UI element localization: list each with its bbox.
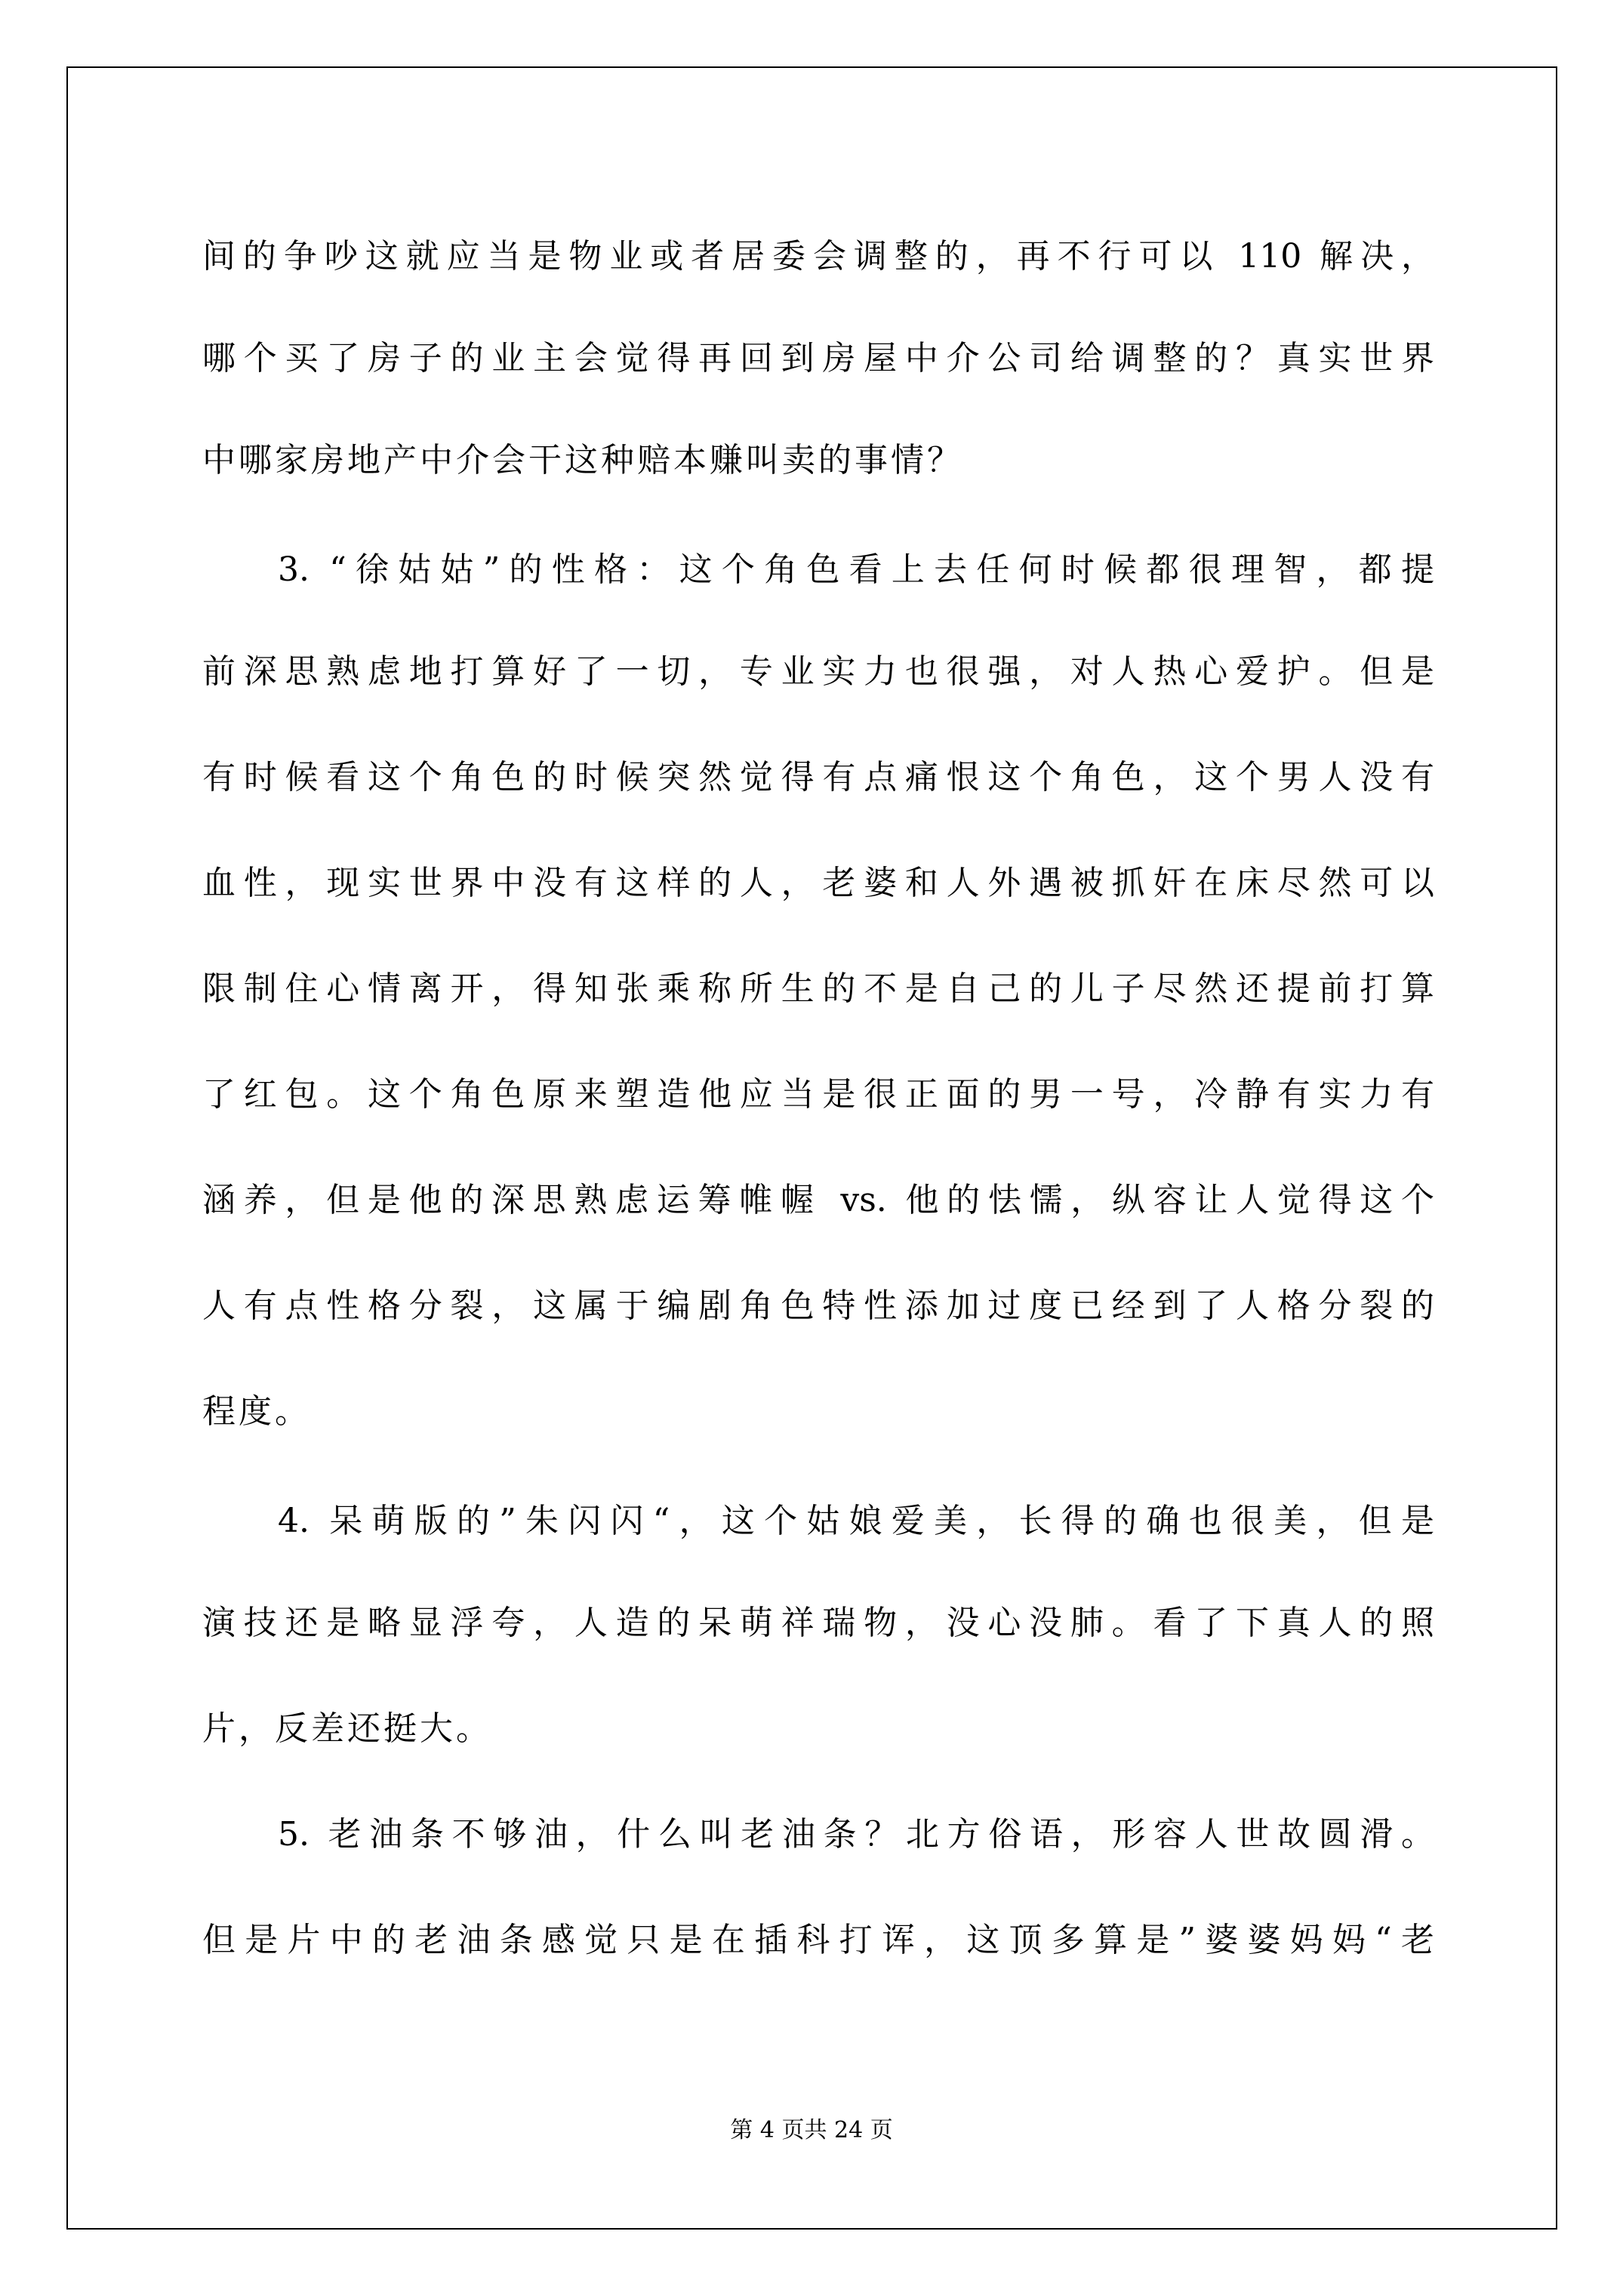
text-line: 哪个买了房子的业主会觉得再回到房屋中介公司给调整的？真实世界: [202, 339, 1434, 378]
text-line: 但是片中的老油条感觉只是在插科打诨，这顶多算是”婆婆妈妈“老: [202, 1921, 1434, 1959]
total-pages-label: 共 24 页: [804, 2117, 893, 2143]
text-line: 有时候看这个角色的时候突然觉得有点痛恨这个角色，这个男人没有: [202, 758, 1434, 797]
paragraph-4-start: 4. 呆萌版的”朱闪闪“，这个姑娘爱美，长得的确也很美，但是: [278, 1502, 1434, 1540]
current-page-label: 第 4 页: [730, 2117, 805, 2143]
paragraph-3-start: 3. “徐姑姑”的性格：这个角色看上去任何时候都很理智，都提: [278, 550, 1434, 589]
text-line: 血性，现实世界中没有这样的人，老婆和人外遇被抓奸在床尽然可以: [202, 864, 1434, 902]
text-line: 中哪家房地产中介会干这种赔本赚叫卖的事情？: [202, 441, 963, 479]
text-line: 程度。: [202, 1392, 311, 1431]
paragraph-5-start: 5. 老油条不够油，什么叫老油条？北方俗语，形容人世故圆滑。: [278, 1815, 1434, 1854]
text-line: 演技还是略显浮夸，人造的呆萌祥瑞物，没心没肺。看了下真人的照: [202, 1604, 1434, 1642]
text-line: 间的争吵这就应当是物业或者居委会调整的，再不行可以 110 解决，: [202, 237, 1434, 276]
text-line: 限制住心情离开，得知张乘称所生的不是自己的儿子尽然还提前打算: [202, 969, 1434, 1008]
text-line: 人有点性格分裂，这属于编剧角色特性添加过度已经到了人格分裂的: [202, 1287, 1434, 1325]
text-line: 涵养，但是他的深思熟虑运筹帷幄 vs. 他的怯懦，纵容让人觉得这个: [202, 1181, 1434, 1219]
text-line: 了红包。这个角色原来塑造他应当是很正面的男一号，冷静有实力有: [202, 1075, 1434, 1114]
text-line: 片，反差还挺大。: [202, 1709, 492, 1748]
text-line: 前深思熟虑地打算好了一切，专业实力也很强，对人热心爱护。但是: [202, 652, 1434, 691]
page-footer: [0, 2116, 1623, 2146]
page-border: [66, 66, 1557, 2230]
